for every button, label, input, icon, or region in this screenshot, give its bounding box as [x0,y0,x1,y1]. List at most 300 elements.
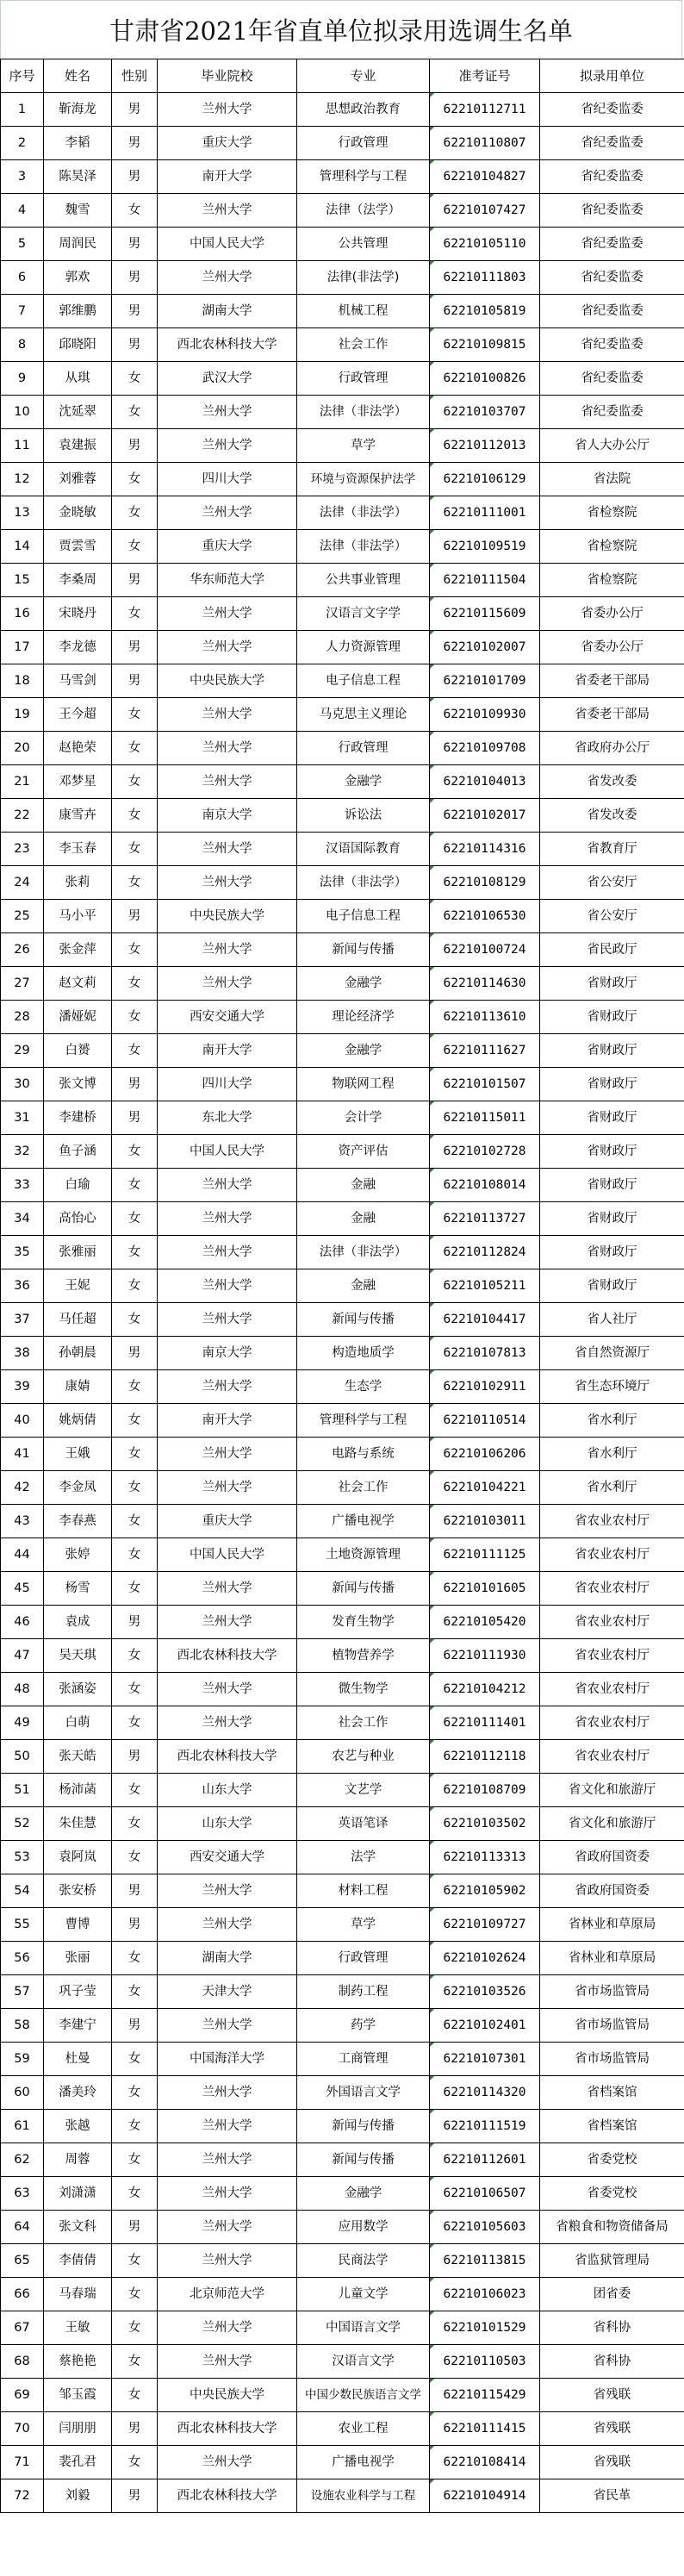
cell-school: 兰州大学 [158,1269,297,1303]
cell-exam-id: 62210102007 [430,631,540,664]
cell-unit: 省残联 [540,2446,684,2479]
cell-name: 刘雅蓉 [44,463,112,496]
cell-exam-id: 62210112118 [430,1740,540,1774]
cell-name: 姚炳倩 [44,1404,112,1438]
cell-seq: 22 [1,799,44,833]
cell-exam-id: 62210105211 [430,1269,540,1303]
cell-name: 康婧 [44,1370,112,1404]
cell-gender: 女 [112,194,158,228]
cell-major: 电子信息工程 [297,900,430,933]
cell-name: 孙朝晨 [44,1337,112,1370]
cell-seq: 45 [1,1572,44,1606]
cell-gender: 女 [112,799,158,833]
cell-unit: 省政府国资委 [540,1841,684,1874]
cell-major: 金融学 [297,2177,430,2211]
cell-exam-id: 62210100724 [430,933,540,967]
cell-exam-id: 62210102401 [430,2009,540,2043]
column-header-gender: 性别 [112,59,158,93]
cell-unit: 省财政厅 [540,1236,684,1269]
cell-seq: 6 [1,261,44,295]
table-row [1,2043,684,2076]
cell-major: 文艺学 [297,1774,430,1807]
cell-exam-id: 62210113727 [430,1202,540,1236]
table-row [1,127,684,160]
cell-unit: 省人大办公厅 [540,429,684,463]
cell-seq: 51 [1,1774,44,1807]
column-header-unit: 拟录用单位 [540,59,684,93]
cell-exam-id: 62210107301 [430,2043,540,2076]
cell-major: 行政管理 [297,127,430,160]
cell-school: 兰州大学 [158,2110,297,2143]
table-row [1,2076,684,2110]
cell-major: 新闻与传播 [297,933,430,967]
cell-school: 四川大学 [158,463,297,496]
cell-exam-id: 62210114316 [430,833,540,866]
cell-unit: 省监狱管理局 [540,2244,684,2278]
cell-unit: 省财政厅 [540,1135,684,1169]
cell-unit: 省政府办公厅 [540,732,684,765]
cell-gender: 女 [112,1269,158,1303]
cell-school: 南开大学 [158,160,297,194]
cell-unit: 省财政厅 [540,967,684,1001]
cell-major: 金融 [297,1269,430,1303]
cell-gender: 女 [112,866,158,900]
cell-name: 张越 [44,2110,112,2143]
cell-seq: 54 [1,1874,44,1908]
cell-seq: 28 [1,1001,44,1034]
cell-unit: 省水利厅 [540,1404,684,1438]
cell-major: 设施农业科学与工程 [297,2479,430,2513]
cell-seq: 25 [1,900,44,933]
cell-unit: 省农业农村厅 [540,1706,684,1740]
cell-gender: 女 [112,2311,158,2345]
cell-exam-id: 62210106507 [430,2177,540,2211]
cell-unit: 省委办公厅 [540,597,684,631]
cell-name: 张涵姿 [44,1673,112,1706]
cell-school: 兰州大学 [158,933,297,967]
cell-exam-id: 62210114320 [430,2076,540,2110]
cell-seq: 40 [1,1404,44,1438]
cell-gender: 女 [112,496,158,530]
cell-unit: 省粮食和物资储备局 [540,2211,684,2244]
cell-major: 应用数学 [297,2211,430,2244]
cell-gender: 女 [112,2345,158,2379]
cell-seq: 20 [1,732,44,765]
cell-exam-id: 62210109930 [430,698,540,732]
cell-gender: 女 [112,933,158,967]
cell-major: 法学 [297,1841,430,1874]
cell-seq: 61 [1,2110,44,2143]
cell-unit: 省民政厅 [540,933,684,967]
table-row [1,228,684,261]
table-row [1,1337,684,1370]
cell-gender: 女 [112,1538,158,1572]
cell-gender: 女 [112,967,158,1001]
table-row [1,93,684,127]
table-row [1,1942,684,1975]
column-header-name: 姓名 [44,59,112,93]
cell-seq: 42 [1,1471,44,1505]
column-header-exam-id: 准考证号 [430,59,540,93]
cell-exam-id: 62210113815 [430,2244,540,2278]
cell-major: 药学 [297,2009,430,2043]
table-row [1,396,684,429]
cell-gender: 男 [112,228,158,261]
cell-gender: 女 [112,1471,158,1505]
cell-school: 兰州大学 [158,1874,297,1908]
cell-school: 兰州大学 [158,765,297,799]
table-row [1,2278,684,2311]
cell-name: 刘潇潇 [44,2177,112,2211]
cell-school: 兰州大学 [158,2177,297,2211]
cell-exam-id: 62210108129 [430,866,540,900]
cell-seq: 41 [1,1438,44,1471]
cell-unit: 省自然资源厅 [540,1337,684,1370]
cell-major: 构造地质学 [297,1337,430,1370]
table-row [1,1572,684,1606]
cell-gender: 女 [112,1841,158,1874]
cell-seq: 2 [1,127,44,160]
cell-unit: 省发改委 [540,765,684,799]
cell-major: 社会工作 [297,328,430,362]
cell-name: 李金凤 [44,1471,112,1505]
cell-exam-id: 62210101529 [430,2311,540,2345]
cell-gender: 女 [112,2043,158,2076]
cell-seq: 70 [1,2412,44,2446]
table-row [1,530,684,564]
cell-gender: 女 [112,530,158,564]
cell-major: 法律（非法学） [297,396,430,429]
cell-exam-id: 62210111401 [430,1706,540,1740]
table-row [1,2311,684,2345]
cell-seq: 65 [1,2244,44,2278]
cell-name: 袁成 [44,1606,112,1639]
table-row [1,732,684,765]
cell-name: 张莉 [44,866,112,900]
cell-seq: 44 [1,1538,44,1572]
cell-seq: 11 [1,429,44,463]
cell-major: 农艺与种业 [297,1740,430,1774]
table-row [1,597,684,631]
cell-name: 靳海龙 [44,93,112,127]
cell-exam-id: 62210112824 [430,1236,540,1269]
cell-name: 邓梦星 [44,765,112,799]
table-row [1,2177,684,2211]
cell-name: 王妮 [44,1269,112,1303]
cell-school: 兰州大学 [158,1202,297,1236]
table-row [1,1774,684,1807]
cell-school: 重庆大学 [158,530,297,564]
cell-school: 南京大学 [158,799,297,833]
cell-major: 金融 [297,1202,430,1236]
cell-name: 马小平 [44,900,112,933]
cell-school: 湖南大学 [158,295,297,328]
cell-major: 环境与资源保护法学 [297,463,430,496]
cell-school: 南开大学 [158,1034,297,1068]
cell-school: 中国人民大学 [158,1135,297,1169]
cell-name: 李龙德 [44,631,112,664]
cell-name: 周蓉 [44,2143,112,2177]
cell-unit: 省农业农村厅 [540,1740,684,1774]
cell-gender: 男 [112,664,158,698]
column-header-major: 专业 [297,59,430,93]
cell-unit: 省档案馆 [540,2076,684,2110]
cell-gender: 女 [112,732,158,765]
cell-major: 资产评估 [297,1135,430,1169]
cell-school: 华东师范大学 [158,564,297,597]
cell-major: 生态学 [297,1370,430,1404]
cell-seq: 19 [1,698,44,732]
cell-name: 邹玉霞 [44,2379,112,2412]
cell-gender: 女 [112,1505,158,1538]
table-row [1,496,684,530]
cell-name: 贾雲雪 [44,530,112,564]
cell-name: 王娥 [44,1438,112,1471]
cell-name: 李建桥 [44,1101,112,1135]
cell-exam-id: 62210109708 [430,732,540,765]
cell-unit: 省纪委监委 [540,295,684,328]
table-row [1,2143,684,2177]
cell-school: 兰州大学 [158,2211,297,2244]
cell-name: 郭欢 [44,261,112,295]
cell-major: 金融 [297,1169,430,1202]
cell-unit: 省纪委监委 [540,194,684,228]
table-row [1,2479,684,2513]
cell-school: 兰州大学 [158,261,297,295]
cell-major: 新闻与传播 [297,2110,430,2143]
cell-major: 汉语国际教育 [297,833,430,866]
cell-school: 东北大学 [158,1101,297,1135]
cell-exam-id: 62210111627 [430,1034,540,1068]
cell-gender: 男 [112,631,158,664]
table-row [1,362,684,396]
cell-name: 周润民 [44,228,112,261]
cell-exam-id: 62210103502 [430,1807,540,1841]
cell-seq: 49 [1,1706,44,1740]
cell-major: 材料工程 [297,1874,430,1908]
cell-unit: 省市场监管局 [540,2043,684,2076]
table-row [1,1471,684,1505]
cell-school: 西北农林科技大学 [158,2479,297,2513]
cell-name: 张雅丽 [44,1236,112,1269]
table-row [1,698,684,732]
cell-gender: 男 [112,564,158,597]
table-row [1,933,684,967]
cell-gender: 女 [112,2379,158,2412]
cell-name: 曹博 [44,1908,112,1942]
cell-school: 兰州大学 [158,1572,297,1606]
cell-name: 张丽 [44,1942,112,1975]
table-row [1,1303,684,1337]
cell-major: 新闻与传播 [297,1303,430,1337]
cell-gender: 女 [112,1135,158,1169]
cell-school: 西北农林科技大学 [158,2412,297,2446]
cell-major: 法律(非法学) [297,261,430,295]
cell-unit: 省水利厅 [540,1438,684,1471]
cell-school: 兰州大学 [158,93,297,127]
cell-seq: 58 [1,2009,44,2043]
cell-exam-id: 62210105603 [430,2211,540,2244]
table-row [1,2345,684,2379]
cell-seq: 9 [1,362,44,396]
cell-exam-id: 62210107813 [430,1337,540,1370]
cell-unit: 省委老干部局 [540,698,684,732]
cell-seq: 39 [1,1370,44,1404]
cell-school: 兰州大学 [158,1303,297,1337]
cell-name: 杨雪 [44,1572,112,1606]
table-row [1,2009,684,2043]
cell-school: 兰州大学 [158,496,297,530]
cell-school: 西北农林科技大学 [158,1639,297,1673]
table-row [1,1269,684,1303]
cell-exam-id: 62210104914 [430,2479,540,2513]
cell-exam-id: 62210113610 [430,1001,540,1034]
cell-seq: 37 [1,1303,44,1337]
cell-seq: 34 [1,1202,44,1236]
table-row [1,1202,684,1236]
cell-unit: 省纪委监委 [540,127,684,160]
cell-exam-id: 62210110514 [430,1404,540,1438]
cell-seq: 33 [1,1169,44,1202]
cell-unit: 省委党校 [540,2177,684,2211]
cell-gender: 女 [112,1001,158,1034]
cell-major: 法律（非法学） [297,1236,430,1269]
cell-seq: 60 [1,2076,44,2110]
cell-exam-id: 62210111001 [430,496,540,530]
cell-exam-id: 62210102911 [430,1370,540,1404]
cell-exam-id: 62210105110 [430,228,540,261]
cell-unit: 省农业农村厅 [540,1639,684,1673]
cell-major: 管理科学与工程 [297,1404,430,1438]
cell-school: 中央民族大学 [158,664,297,698]
cell-exam-id: 62210101605 [430,1572,540,1606]
cell-unit: 省林业和草原局 [540,1908,684,1942]
cell-major: 行政管理 [297,732,430,765]
table-row [1,900,684,933]
table-row [1,1001,684,1034]
table-row [1,1706,684,1740]
table-row [1,631,684,664]
cell-seq: 50 [1,1740,44,1774]
cell-name: 马任超 [44,1303,112,1337]
table-row [1,1169,684,1202]
cell-school: 武汉大学 [158,362,297,396]
cell-exam-id: 62210115429 [430,2379,540,2412]
cell-name: 邱晓阳 [44,328,112,362]
cell-unit: 省纪委监委 [540,228,684,261]
cell-gender: 男 [112,900,158,933]
cell-name: 张天皓 [44,1740,112,1774]
cell-school: 兰州大学 [158,1673,297,1706]
cell-major: 新闻与传播 [297,2143,430,2177]
cell-major: 金融学 [297,967,430,1001]
cell-major: 社会工作 [297,1471,430,1505]
cell-exam-id: 62210112711 [430,93,540,127]
cell-school: 兰州大学 [158,2244,297,2278]
table-row [1,1101,684,1135]
cell-seq: 36 [1,1269,44,1303]
cell-name: 张文科 [44,2211,112,2244]
cell-unit: 省财政厅 [540,1001,684,1034]
cell-name: 魏雪 [44,194,112,228]
cell-name: 高怡心 [44,1202,112,1236]
cell-gender: 女 [112,2177,158,2211]
cell-unit: 省农业农村厅 [540,1505,684,1538]
cell-exam-id: 62210104417 [430,1303,540,1337]
cell-gender: 女 [112,2110,158,2143]
table-row [1,2446,684,2479]
cell-unit: 省纪委监委 [540,362,684,396]
cell-exam-id: 62210106530 [430,900,540,933]
table-row [1,429,684,463]
cell-school: 兰州大学 [158,698,297,732]
cell-school: 兰州大学 [158,2143,297,2177]
cell-gender: 女 [112,396,158,429]
cell-name: 杨沛菡 [44,1774,112,1807]
cell-name: 裴孔君 [44,2446,112,2479]
cell-seq: 16 [1,597,44,631]
cell-seq: 27 [1,967,44,1001]
title-banner [0,0,682,59]
cell-name: 朱佳慧 [44,1807,112,1841]
table-row [1,1606,684,1639]
cell-unit: 省委党校 [540,2143,684,2177]
cell-seq: 12 [1,463,44,496]
cell-exam-id: 62210100826 [430,362,540,396]
cell-gender: 女 [112,1706,158,1740]
cell-exam-id: 62210110503 [430,2345,540,2379]
cell-name: 李建宁 [44,2009,112,2043]
cell-unit: 省检察院 [540,496,684,530]
cell-school: 西北农林科技大学 [158,1740,297,1774]
cell-exam-id: 62210112601 [430,2143,540,2177]
cell-name: 康雪卉 [44,799,112,833]
cell-exam-id: 62210108709 [430,1774,540,1807]
cell-name: 李倩倩 [44,2244,112,2278]
cell-gender: 男 [112,1101,158,1135]
cell-major: 法律（非法学） [297,530,430,564]
cell-name: 马雪剑 [44,664,112,698]
cell-school: 兰州大学 [158,631,297,664]
cell-gender: 女 [112,2143,158,2177]
cell-gender: 女 [112,597,158,631]
table-row [1,866,684,900]
cell-major: 理论经济学 [297,1001,430,1034]
cell-exam-id: 62210111504 [430,564,540,597]
cell-unit: 省生态环境厅 [540,1370,684,1404]
cell-school: 西北农林科技大学 [158,328,297,362]
cell-seq: 29 [1,1034,44,1068]
table-row [1,194,684,228]
cell-seq: 68 [1,2345,44,2379]
page-title: 甘肃省2021年省直单位拟录用选调生名单 [109,16,573,46]
cell-gender: 男 [112,1874,158,1908]
column-header-seq: 序号 [1,59,44,93]
cell-major: 工商管理 [297,2043,430,2076]
table-row [1,1404,684,1438]
cell-unit: 省财政厅 [540,1169,684,1202]
table-row [1,2211,684,2244]
cell-unit: 省法院 [540,463,684,496]
cell-gender: 女 [112,1169,158,1202]
table-row [1,1673,684,1706]
cell-school: 中国人民大学 [158,1538,297,1572]
cell-unit: 省纪委监委 [540,396,684,429]
cell-gender: 女 [112,2244,158,2278]
cell-gender: 女 [112,1774,158,1807]
cell-name: 巩子莹 [44,1975,112,2009]
cell-major: 思想政治教育 [297,93,430,127]
